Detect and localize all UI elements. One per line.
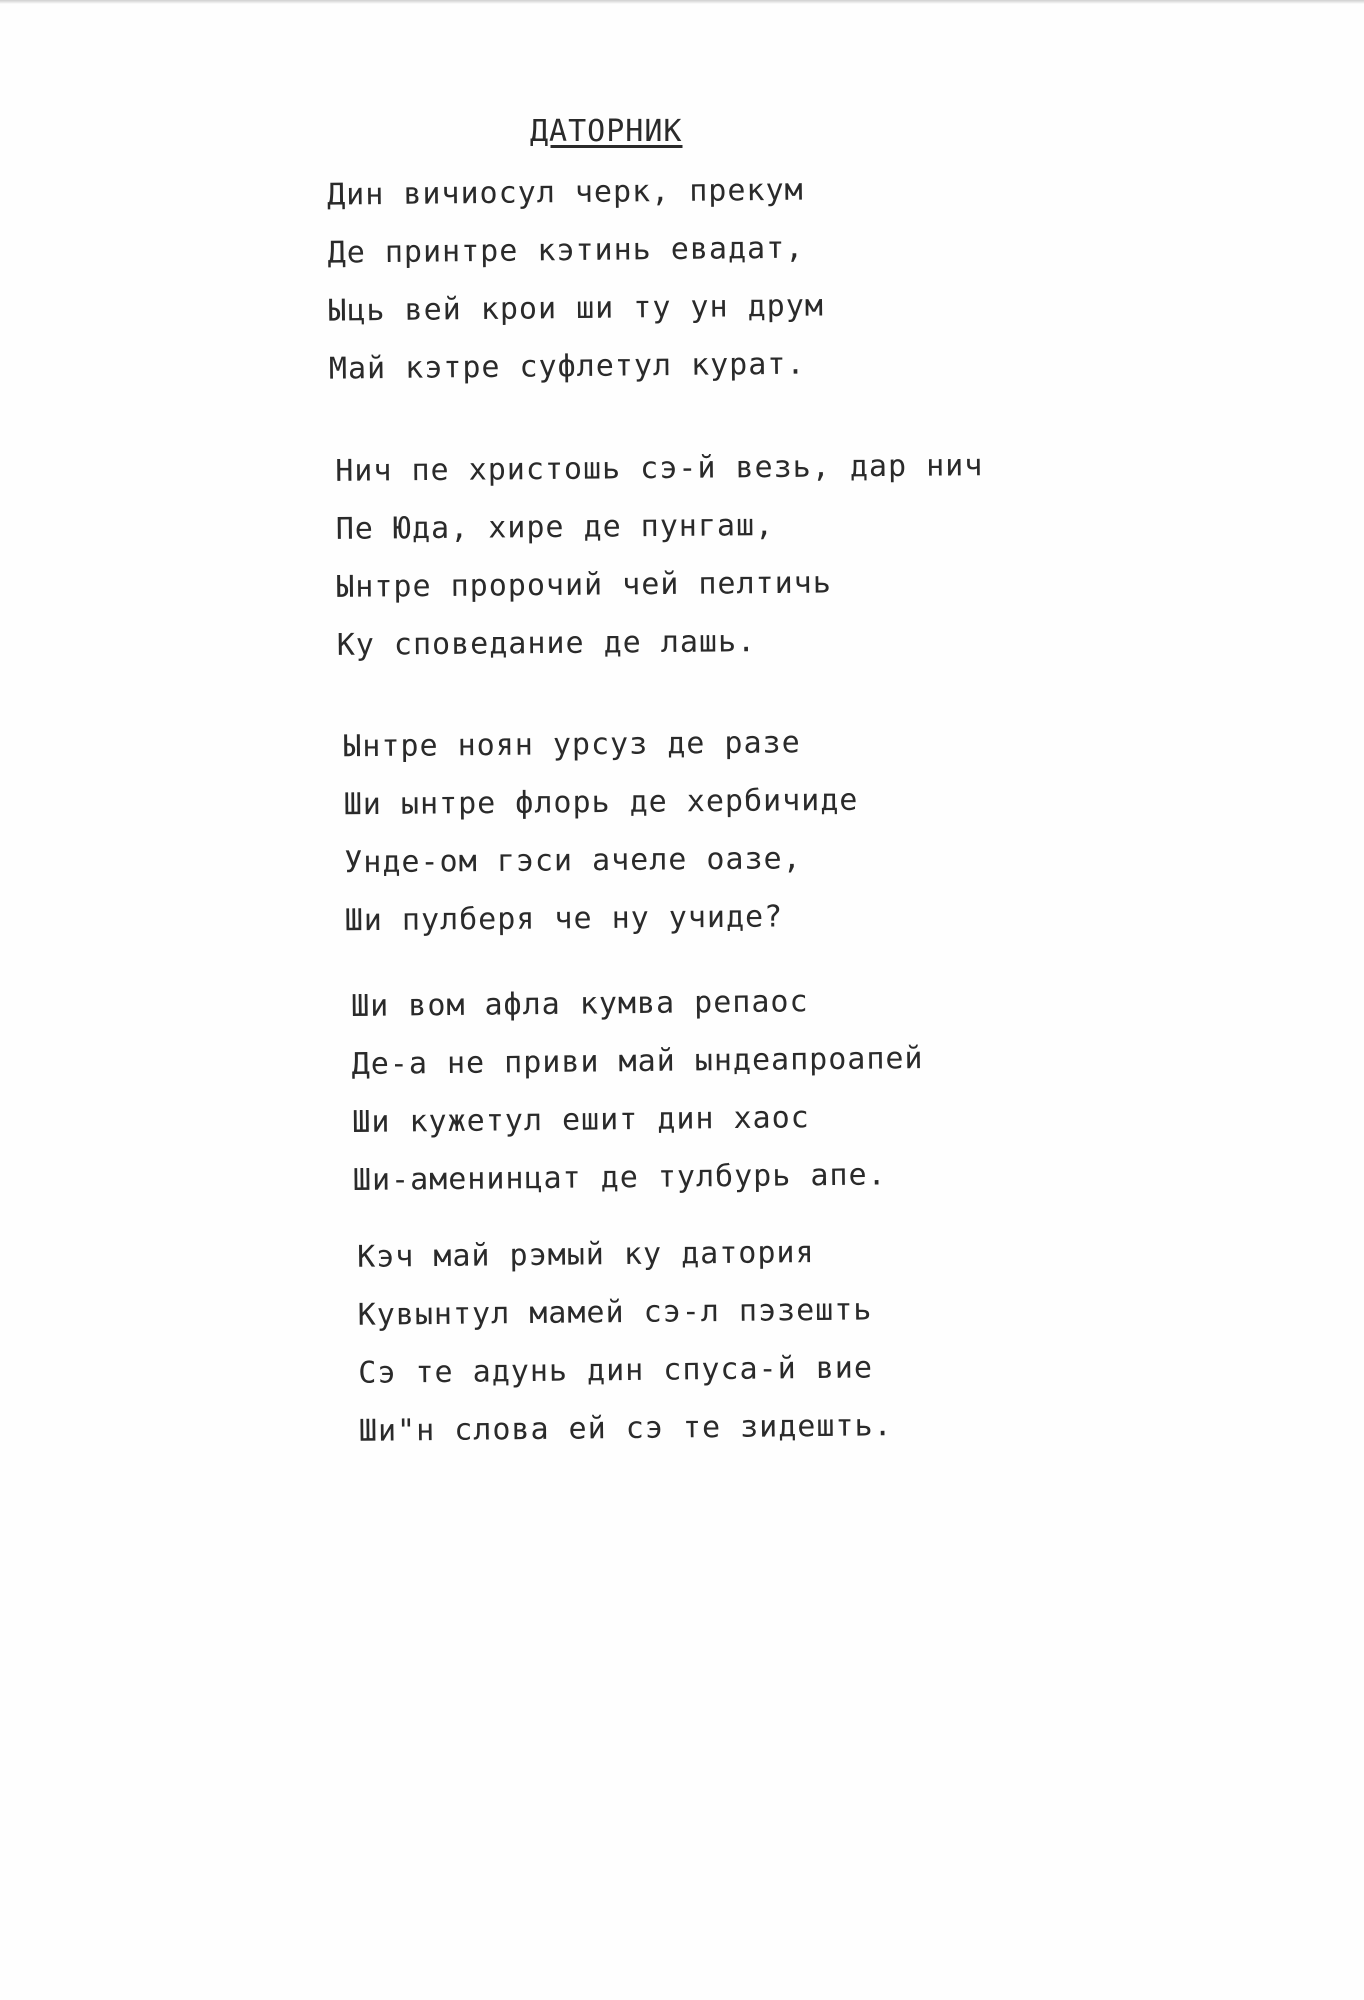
poem-line: Ши вом афла кумва репаос [350,984,809,1024]
poem-line: Ши-аменинцат де тулбурь апе. [352,1157,887,1198]
poem-line: Ши пулберя че ну учиде? [344,899,784,939]
poem-line: Кэч май рэмый ку датория [356,1235,815,1275]
stanza-5 [357,1223,893,1461]
poem-title: ДАТОРНИК [530,114,683,149]
stanza-1 [327,161,825,398]
poem-line: Ынтре пророчий чей пелтичь [336,565,833,605]
poem-line: Сэ те адунь дин спуса-й вие [358,1350,874,1391]
scan-edge [0,0,1364,4]
poem-line: Кувынтул мамей сэ-л пэзешть [357,1292,873,1333]
poem-line: Ши"н слова ей сэ те зидешть. [358,1408,893,1449]
poem-line: Нич пе христошь сэ-й везь, дар нич [335,448,984,489]
poem-line: Унде-ом гэси ачеле оазе, [344,841,802,881]
poem-line: Де принтре кэтинь евадат, [327,230,805,271]
stanza-4 [351,972,925,1210]
stanza-2 [335,437,985,675]
poem-line: Пе Юда, хире де пунгаш, [335,508,775,547]
poem-line: Ыць вей крои ши ту ун друм [328,288,825,329]
stanza-3 [343,714,860,950]
poem-line: Де-а не приви май ындеапроапей [351,1041,924,1082]
poem-line: Ынтре ноян урсуз де разе [343,725,801,765]
poem-line: Дин вичиосул черк, прекум [326,172,804,213]
poem-line: Ши ынтре флорь де хербичиде [343,782,859,823]
poem-line: Ку споведание де лашь. [336,624,757,663]
poem-line: Ши кужетул ешит дин хаос [352,1100,810,1140]
poem-line: Май кэтре суфлетул курат. [328,346,806,387]
